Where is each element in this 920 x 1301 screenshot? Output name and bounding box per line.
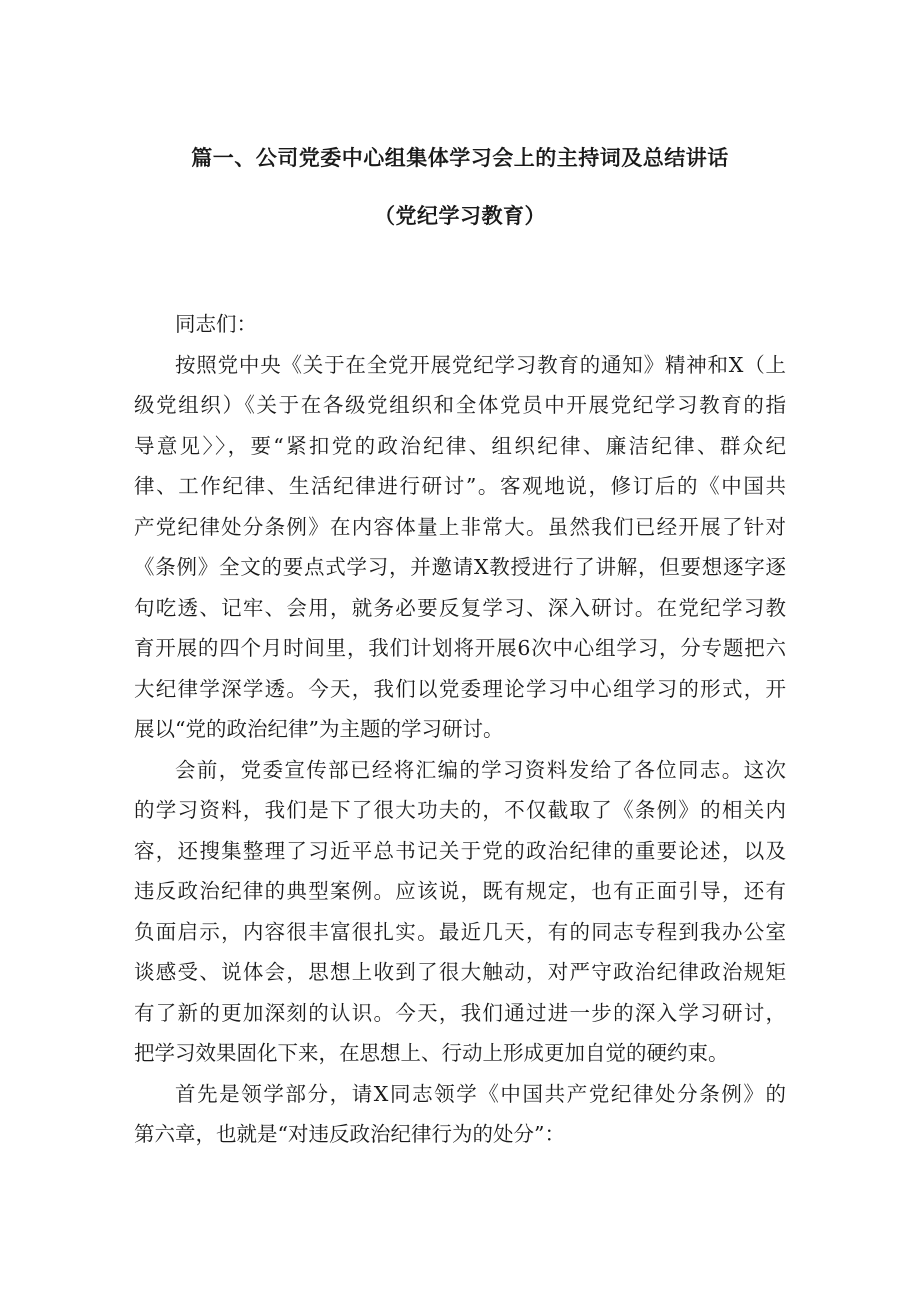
paragraph-line: 违反政治纪律的典型案例。应该说，既有规定，也有正面引导，还有 [134,879,786,903]
paragraph-line: 句吃透、记牢、会用，就务必要反复学习、深入研讨。在党纪学习教 [134,595,786,620]
paragraph-line: 导意见〉〉，要“紧扣党的政治纪律、组织纪律、廉洁纪律、群众纪 [134,433,786,458]
paragraph-2 [134,750,786,1074]
paragraph-line: 律、工作纪律、生活纪律进行研讨”。客观地说，修订后的《中国共 [134,474,786,498]
paragraph-line: 负面启示，内容很丰富很扎实。最近几天，有的同志专程到我办公室 [134,919,786,944]
paragraph-line: 级党组织）《关于在各级党组织和全体党员中开展党纪学习教育的指 [134,393,786,417]
paragraph-line: 有了新的更加深刻的认识。今天，我们通过进一步的深入学习研讨， [134,1000,786,1025]
paragraph-line: 第六章，也就是“对违反政治纪律行为的处分”： [134,1122,565,1146]
paragraph-line: 容，还搜集整理了习近平总书记关于党的政治纪律的重要论述，以及 [134,838,786,863]
paragraph-line: 产党纪律处分条例》在内容体量上非常大。虽然我们已经开展了针对 [134,514,786,539]
paragraph-line: 会前，党委宣传部已经将汇编的学习资料发给了各位同志。这次 [175,757,786,782]
paragraph-line: 育开展的四个月时间里，我们计划将开展6次中心组学习，分专题把六 [134,636,786,660]
paragraph-line: 的学习资料，我们是下了很大功夫的，不仅截取了《条例》的相关内 [134,798,786,822]
paragraph-line: 大纪律学深学透。今天，我们以党委理论学习中心组学习的形式，开 [134,676,786,701]
paragraph-1 [134,345,786,750]
paragraph-line: 展以“党的政治纪律”为主题的学习研讨。 [134,717,504,741]
paragraph-line: 把学习效果固化下来，在思想上、行动上形成更加自觉的硬约束。 [134,1041,729,1065]
paragraph-line: 谈感受、说体会，思想上收到了很大触动，对严守政治纪律政治规矩 [134,960,786,984]
paragraph-line: 首先是领学部分，请X同志领学《中国共产党纪律处分条例》的 [175,1081,786,1106]
greeting-line: 同志们： [175,312,257,336]
paragraph-line: 《条例》全文的要点式学习，并邀请X教授进行了讲解，但要想逐字逐 [134,555,786,579]
document-body [134,304,786,1155]
paragraph-3 [134,1074,786,1155]
document-subtitle: （党纪学习教育） [374,204,546,228]
document-title: 篇一、公司党委中心组集体学习会上的主持词及总结讲话 [191,146,729,170]
paragraph-line: 按照党中央《关于在全党开展党纪学习教育的通知》精神和X（上 [175,352,786,377]
greeting-paragraph [134,304,786,345]
